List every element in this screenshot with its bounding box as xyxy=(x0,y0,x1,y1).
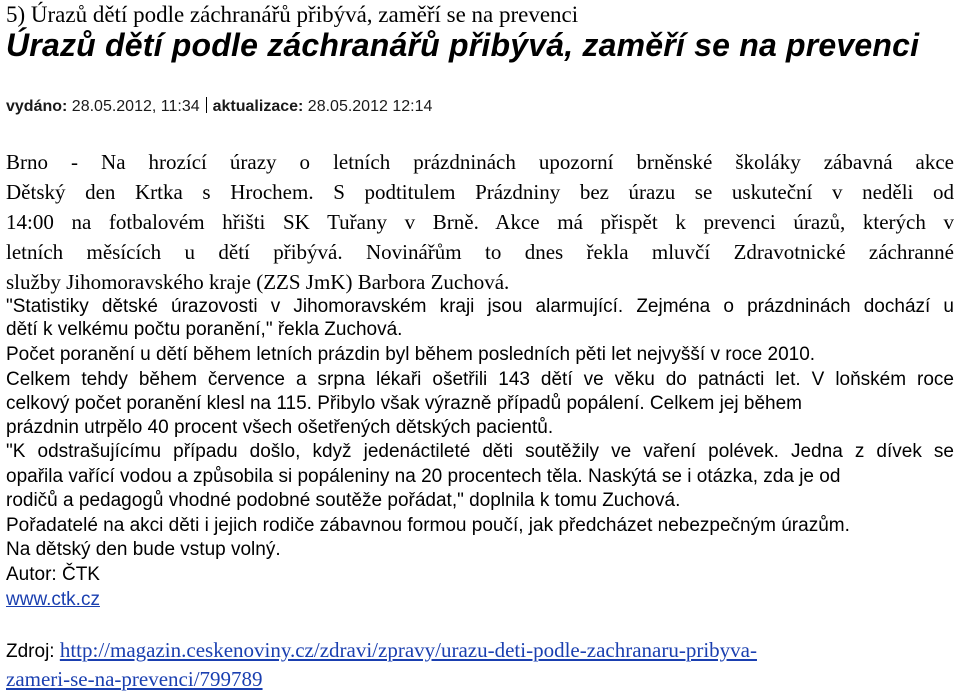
body-line: Dětský den Krtka s Hrochem. S podtitulem Prázdniny bez úrazu se uskuteční v neděli od xyxy=(6,180,954,204)
body-line: Na dětský den bude vstup volný. xyxy=(6,539,281,560)
body-line: prázdnin utrpělo 40 procent všech ošetřených dětských pacientů. xyxy=(6,417,554,438)
meta-divider xyxy=(206,97,207,113)
body-line: 14:00 na fotbalovém hřišti SK Tuřany v Brně. Akce má přispět k prevenci úrazů, kterých v xyxy=(6,210,954,234)
source-url-link-continued[interactable]: zameri-se-na-prevenci/799789 xyxy=(6,667,263,691)
body-line: Celkem tehdy během července a srpna lékaři ošetřili 143 dětí ve věku do patnácti let. V loňském roce xyxy=(6,369,954,390)
body-line: Pořadatelé na akci děti i jejich rodiče zábavnou formou poučí, jak předcházet nebezpečným úrazům. xyxy=(6,515,850,536)
body-line: "K odstrašujícímu případu došlo, když jedenáctileté děti soutěžily ve vaření polévek. Jedna z dívek se xyxy=(6,441,954,462)
body-line: letních měsících u dětí přibývá. Novinářům to dnes řekla mluvčí Zdravotnické záchranné xyxy=(6,240,954,264)
page-title: Úrazů dětí podle záchranářů přibývá, zaměří se na prevenci xyxy=(6,27,920,63)
source-url-link[interactable]: http://magazin.ceskenoviny.cz/zdravi/zpravy/urazu-deti-podle-zachranaru-pribyva- xyxy=(59,638,757,662)
body-line: "Statistiky dětské úrazovosti v Jihomoravském kraji jsou alarmující. Zejména o prázdninách dochází u xyxy=(6,296,954,317)
body-line: Počet poranění u dětí během letních prázdin byl během posledních pěti let nejvyšší v roce 2010. xyxy=(6,344,816,365)
published-date: 28.05.2012, 11:34 xyxy=(71,98,200,115)
author-credit: Autor: ČTK xyxy=(6,564,100,585)
article-meta xyxy=(6,97,432,116)
body-line: Brno - Na hrozící úrazy o letních prázdninách upozorní brněnské školáky zábavná akce xyxy=(6,150,954,174)
body-line: služby Jihomoravského kraje (ZZS JmK) Barbora Zuchová. xyxy=(6,270,510,294)
author-link[interactable]: www.ctk.cz xyxy=(6,589,100,610)
source-line xyxy=(6,638,757,663)
updated-label: aktualizace: xyxy=(212,98,304,115)
body-line: rodičů a pedagogů vhodné podobné soutěže pořádat," doplnila k tomu Zuchová. xyxy=(6,490,681,511)
published-label: vydáno: xyxy=(6,98,68,115)
body-line: opařila vařící vodou a způsobila si popáleniny na 20 procentech těla. Naskýtá se i otázka, zda je od xyxy=(6,466,841,487)
article-number-title: 5) Úrazů dětí podle záchranářů přibývá, zaměří se na prevenci xyxy=(6,2,579,27)
source-label: Zdroj: xyxy=(6,641,55,662)
body-line: celkový počet poranění klesl na 115. Přibylo však výrazně případů popálení. Celkem jej během xyxy=(6,393,802,414)
body-line: dětí k velkému počtu poranění," řekla Zuchová. xyxy=(6,319,403,340)
updated-date: 28.05.2012 12:14 xyxy=(307,98,433,115)
